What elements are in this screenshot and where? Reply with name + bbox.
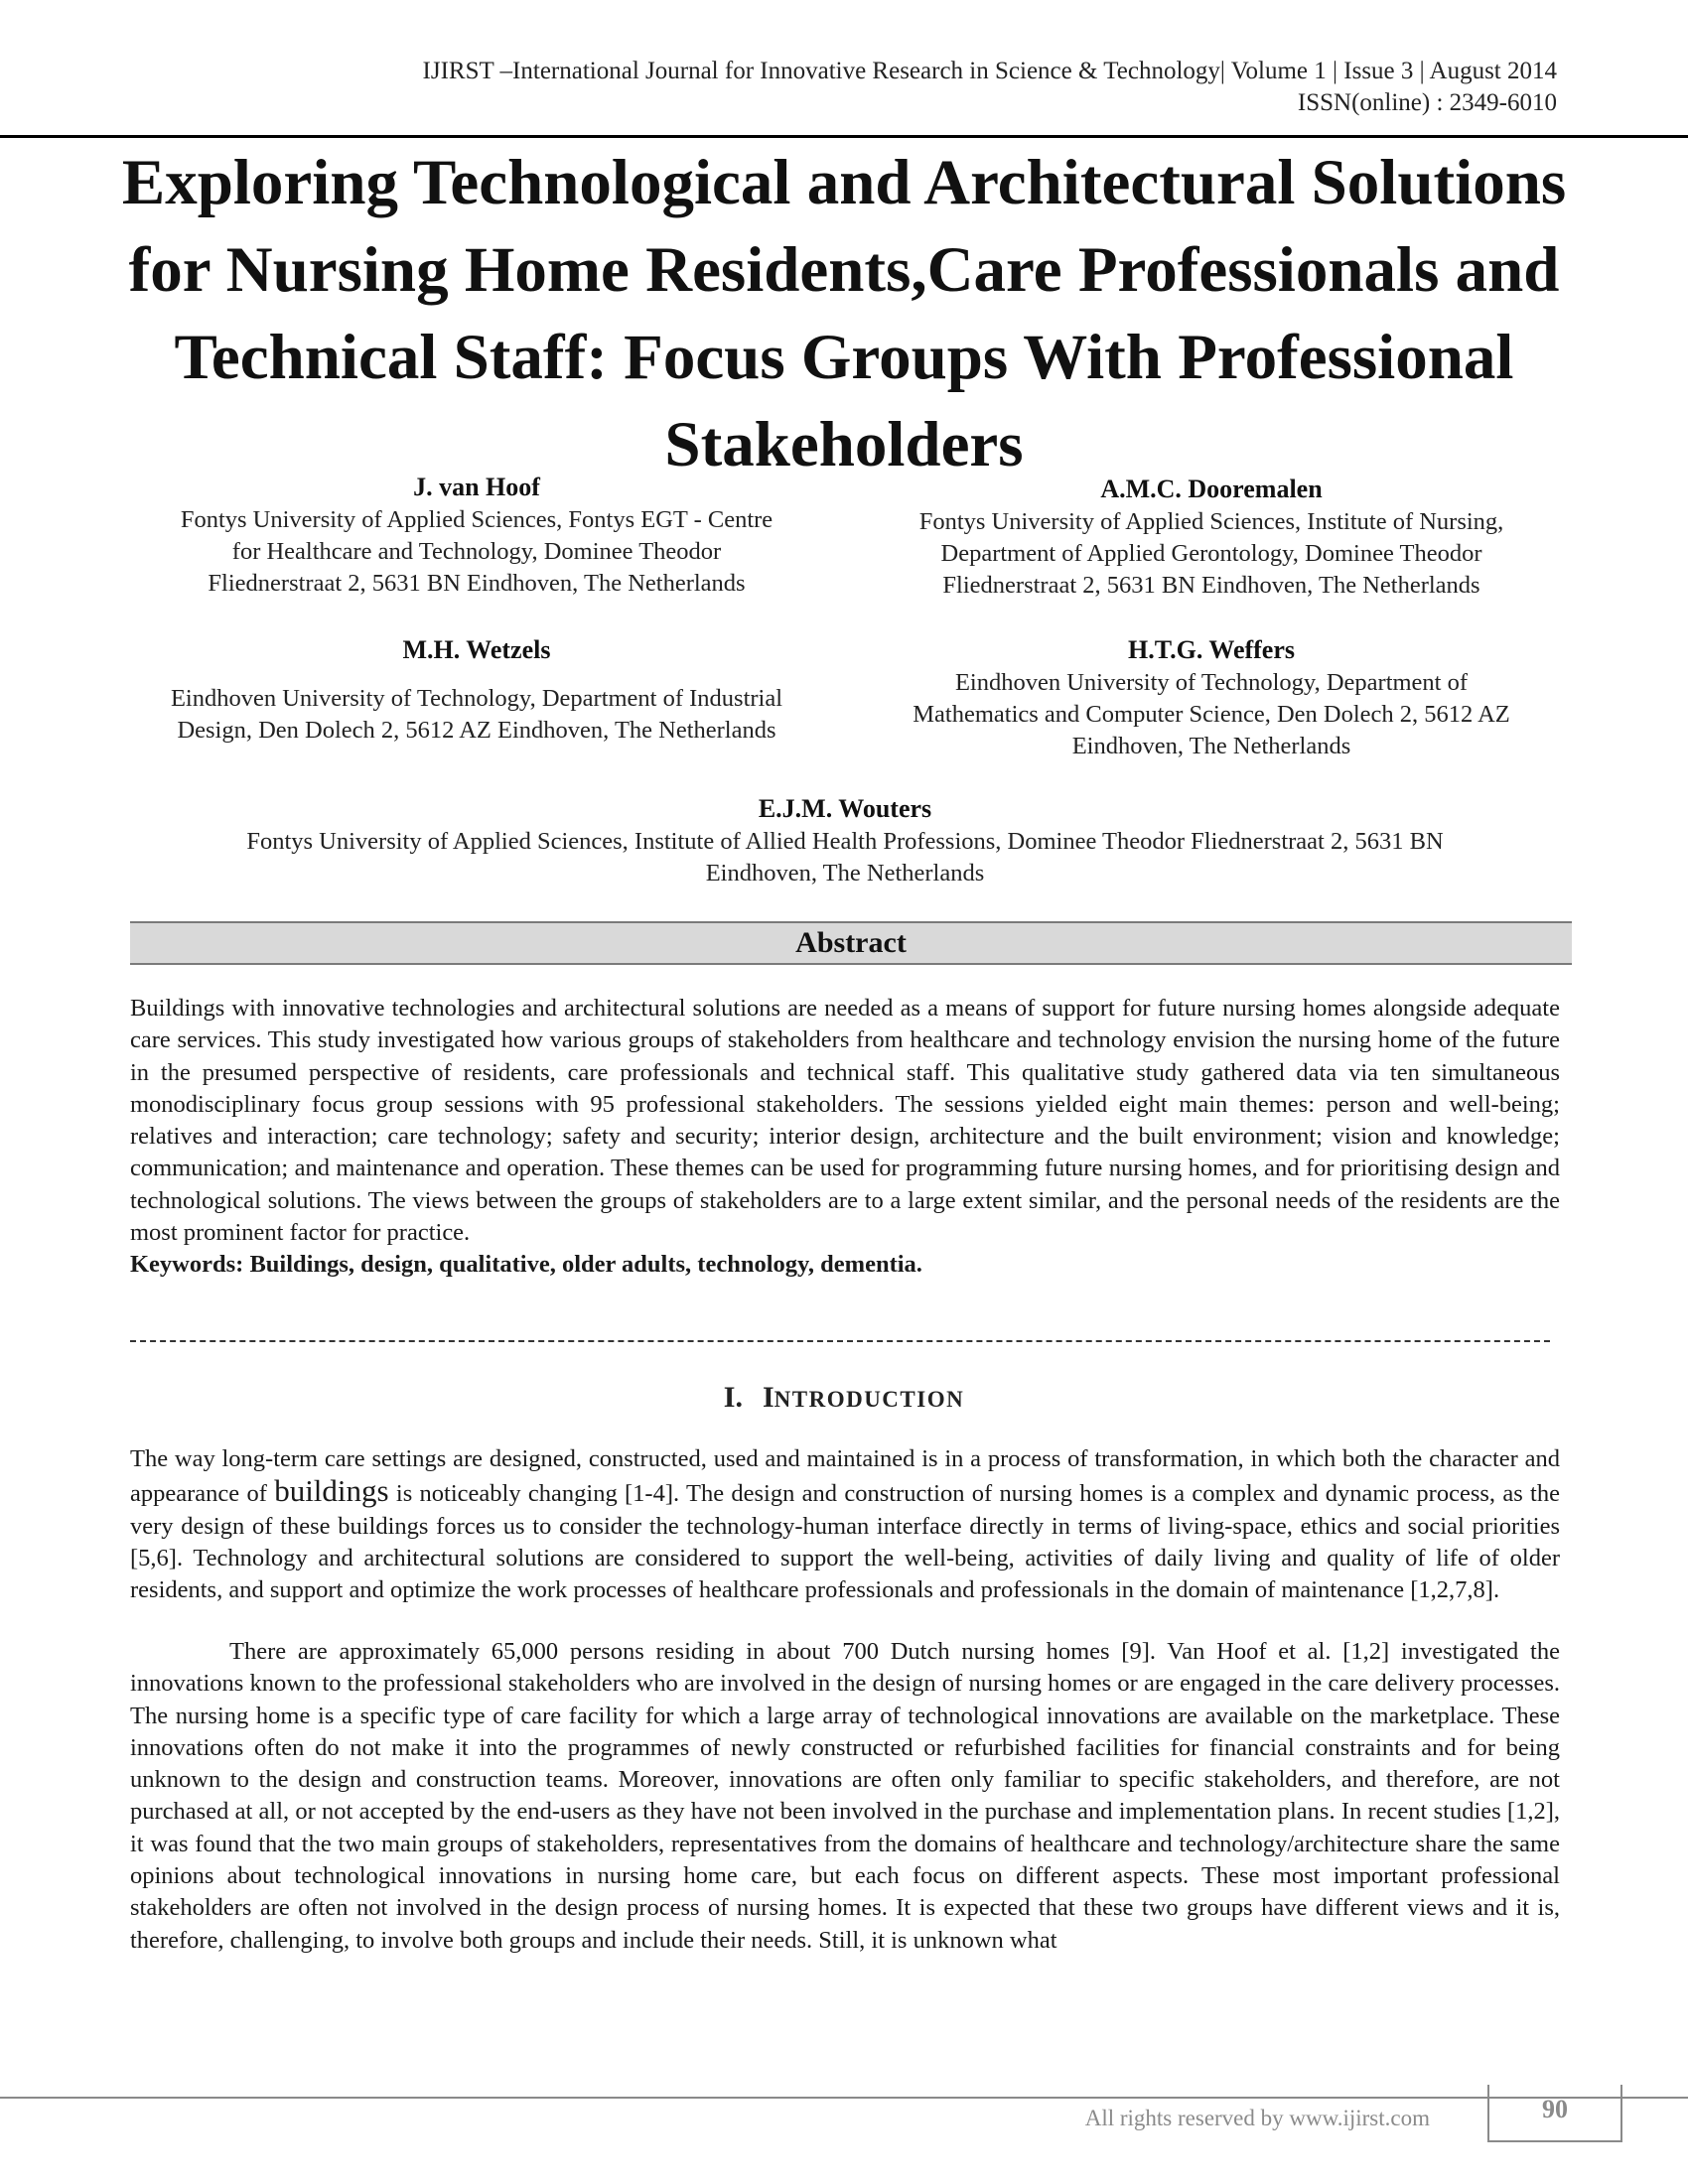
author-block-2	[854, 473, 1569, 602]
author-block-5	[130, 792, 1560, 889]
abstract-heading: Abstract	[130, 921, 1572, 965]
author-affiliation: Eindhoven University of Technology, Department of Mathematics and Computer Science, Den Dolech 2, 5612 AZ Eindhoven, The Netherlands	[913, 669, 1510, 759]
intro-p1-emphasis: buildings	[274, 1473, 389, 1509]
running-header	[266, 56, 1557, 119]
author-affiliation: Eindhoven University of Technology, Department of Industrial Design, Den Dolech 2, 5612 AZ Eindhoven, The Netherlands	[170, 685, 783, 744]
intro-paragraph-2	[130, 1636, 1560, 1957]
footer-rule	[0, 2097, 1688, 2099]
header-rule	[0, 135, 1688, 138]
separator-line	[130, 1338, 1550, 1342]
section-heading-introduction	[0, 1378, 1688, 1420]
author-block-4	[854, 633, 1569, 762]
abstract-text: Buildings with innovative technologies and architectural solutions are needed as a means of support for future nursing homes alongside adequate care services. This study investigated how various groups of stakeholders from healthcare and technology envision the nursing home of the future in the presumed perspective of residents, care professionals and technical staff. This qualitative study gathered data via ten simultaneous monodisciplinary focus group sessions with 95 professional stakeholders. The sessions yielded eight main themes: person and well-being; relatives and interaction; care technology; safety and security; interior design, architecture and the built environment; vision and knowledge; communication; and maintenance and operation. These themes can be used for programming future nursing homes, and for prioritising design and technological solutions. The views between the groups of stakeholders are to a large extent similar, and the personal needs of the residents are the most prominent factor for practice.	[130, 995, 1560, 1247]
author-name: A.M.C. Dooremalen	[1100, 475, 1323, 503]
section-number: I.	[723, 1381, 743, 1414]
page-number: 90	[1487, 2085, 1622, 2142]
abstract-body	[130, 993, 1560, 1282]
section-heading-initial: I	[762, 1381, 774, 1414]
journal-line: IJIRST –International Journal for Innovative Research in Science & Technology| Volume 1 | Issue 3 | August 2014	[422, 58, 1557, 84]
author-block-3	[109, 633, 844, 747]
author-affiliation: Fontys University of Applied Sciences, Fontys EGT - Centre for Healthcare and Technology, Dominee Theodor Fliednerstraat 2, 5631 BN Eindhoven, The Netherlands	[180, 506, 774, 597]
author-block-1	[109, 471, 844, 600]
intro-paragraph-1	[130, 1443, 1560, 1606]
intro-p1-end: is noticeably changing [1-4]. The design and construction of nursing homes is a complex and dynamic process, as the very design of these buildings forces us to consider the technology-human interface directly in terms of living-space, ethics and social priorities [5,6]. Technology and architectural solutions are considered to support the well-being, activities of daily living and quality of life of older residents, and support and optimize the work processes of healthcare professionals and professionals in the domain of maintenance [1,2,7,8].	[130, 1480, 1560, 1604]
author-affiliation: Fontys University of Applied Sciences, Institute of Nursing, Department of Applied Gerontology, Dominee Theodor Fliednerstraat 2, 5631 BN Eindhoven, The Netherlands	[918, 508, 1504, 599]
author-name: M.H. Wetzels	[402, 635, 551, 664]
author-affiliation: Fontys University of Applied Sciences, Institute of Allied Health Professions, Dominee Theodor Fliednerstraat 2, 5631 BN Eindhoven, The Netherlands	[246, 828, 1444, 887]
author-name: E.J.M. Wouters	[758, 794, 932, 823]
keywords: Keywords: Buildings, design, qualitative, older adults, technology, dementia.	[130, 1251, 922, 1279]
footer-rights: All rights reserved by www.ijirst.com	[1084, 2106, 1430, 2130]
footer-rule-tail	[1618, 2097, 1688, 2099]
intro-p2-text: There are approximately 65,000 persons residing in about 700 Dutch nursing homes [9]. Van Hoof et al. [1,2] investigated the innovations known to the professional stakeholders who are involved in the design of nursing homes or are engaged in the care delivery processes. The nursing home is a specific type of care facility for which a large array of technological innovations are available on the marketplace. These innovations often do not make it into the programmes of newly constructed or refurbished facilities for financial constraints and for being unknown to the design and construction teams. Moreover, innovations are often only familiar to specific stakeholders, and therefore, are not purchased at all, or not accepted by the end-users as they have not been involved in the purchase and implementation plans. In recent studies [1,2], it was found that the two main groups of stakeholders, representatives from the domains of healthcare and technology/architecture share the same opinions about technological innovations in nursing home care, but each focus on different aspects. These most important professional stakeholders are often not involved in the design process of nursing homes. It is expected that these two groups have different views and it is, therefore, challenging, to involve both groups and include their needs. Still, it is unknown what	[130, 1638, 1560, 1954]
paper-title: Exploring Technological and Architectural Solutions for Nursing Home Residents,Care Professionals and Technical Staff: Focus Groups With Professional Stakeholders	[121, 147, 1567, 480]
intro-p1-start: The way long-term care settings are designed, constructed, used and maintained is in a process of transformation, in which both the character and appearance of	[130, 1445, 1560, 1508]
author-name: H.T.G. Weffers	[1127, 635, 1295, 664]
author-name: J. van Hoof	[413, 473, 540, 501]
section-heading-rest: NTRODUCTION	[774, 1387, 965, 1412]
issn-line: ISSN(online) : 2349-6010	[1297, 89, 1557, 116]
